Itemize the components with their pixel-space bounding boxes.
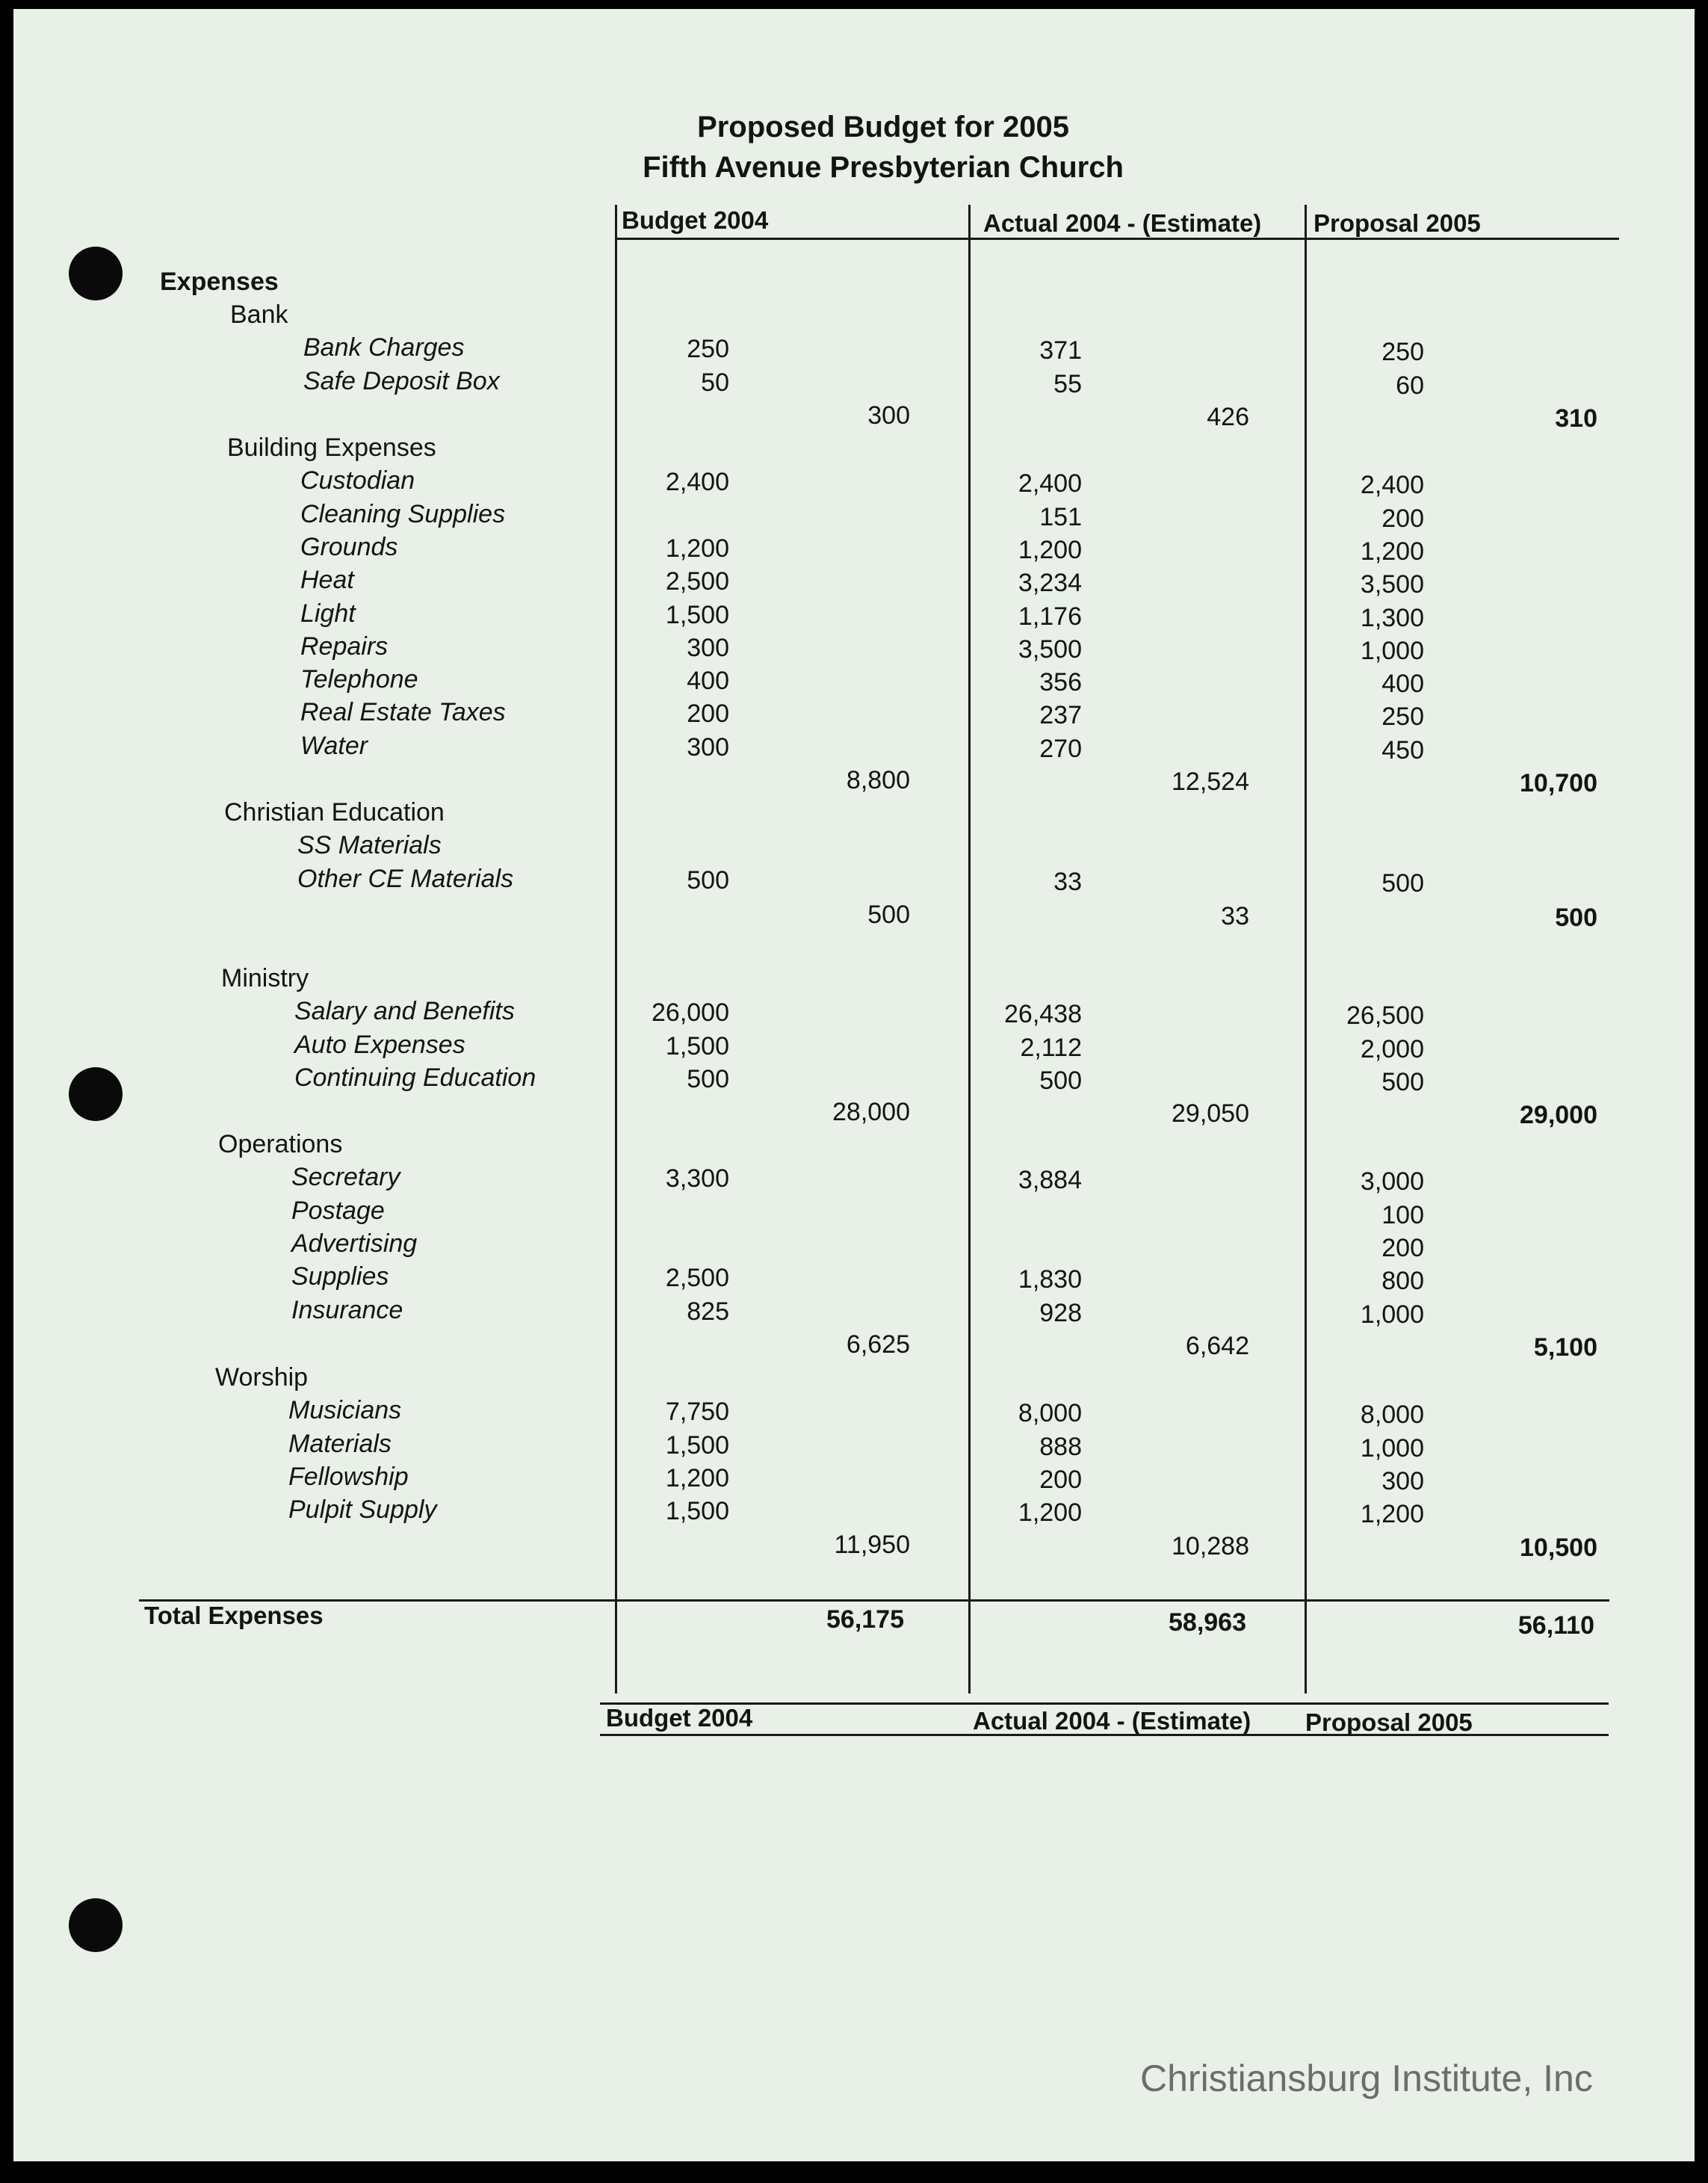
budget-2004-value: 400 [687, 667, 729, 696]
proposal-2005-value: 800 [1381, 1267, 1424, 1296]
line-item-label: Advertising [291, 1229, 418, 1258]
line-item-label: Water [300, 731, 368, 760]
line-item-label: Cleaning Supplies [300, 499, 506, 528]
budget-2004-value: 200 [687, 700, 729, 729]
actual-2004-value: 200 [1039, 1465, 1082, 1494]
line-item-label: Bank Charges [303, 333, 465, 362]
budget-2004-value: 1,200 [665, 534, 729, 563]
total-budget-2004: 56,175 [826, 1605, 904, 1634]
line-item-label: Continuing Education [294, 1063, 536, 1092]
budget-page [13, 9, 1695, 2161]
actual-2004-value: 8,000 [1018, 1399, 1082, 1428]
budget-2004-value: 2,400 [665, 468, 729, 497]
proposal-2005-value: 1,200 [1360, 537, 1424, 566]
actual-2004-value: 2,400 [1018, 469, 1082, 498]
subtotal-budget-2004: 500 [867, 900, 910, 929]
section-heading: Operations [218, 1130, 343, 1158]
section-heading: Bank [230, 300, 288, 329]
footer-header-proposal-2005: Proposal 2005 [1305, 1708, 1473, 1736]
proposal-2005-value: 1,000 [1360, 1300, 1424, 1329]
subtotal-budget-2004: 300 [867, 401, 910, 430]
proposal-2005-value: 500 [1381, 1067, 1424, 1096]
subtotal-actual-2004: 10,288 [1172, 1531, 1249, 1560]
subtotal-proposal-2005: 10,500 [1520, 1533, 1597, 1562]
subtotal-proposal-2005: 29,000 [1520, 1101, 1597, 1130]
line-item-label: Repairs [300, 632, 389, 661]
line-item-label: Salary and Benefits [294, 997, 515, 1026]
line-item-label: SS Materials [297, 831, 442, 860]
subtotal-actual-2004: 426 [1207, 402, 1249, 431]
subtotal-budget-2004: 8,800 [846, 766, 910, 794]
total-expenses-label: Total Expenses [144, 1602, 324, 1629]
subtotal-budget-2004: 11,950 [834, 1530, 910, 1559]
budget-2004-value: 500 [687, 865, 729, 895]
section-heading: Worship [215, 1363, 309, 1392]
total-rule [139, 1599, 1609, 1602]
line-item-label: Telephone [300, 665, 418, 694]
budget-2004-value: 250 [687, 335, 729, 364]
line-item-label: Real Estate Taxes [300, 698, 506, 727]
budget-2004-value: 2,500 [665, 1264, 729, 1293]
proposal-2005-value: 1,000 [1360, 1433, 1424, 1463]
line-item-label: Supplies [291, 1262, 389, 1291]
actual-2004-value: 3,234 [1018, 569, 1082, 598]
actual-2004-value: 33 [1053, 867, 1082, 896]
line-item-label: Pulpit Supply [288, 1495, 437, 1525]
proposal-2005-value: 2,400 [1360, 471, 1424, 500]
subtotal-actual-2004: 29,050 [1172, 1099, 1249, 1128]
subtotal-proposal-2005: 5,100 [1533, 1333, 1597, 1362]
proposal-2005-value: 450 [1381, 735, 1424, 765]
column-header-proposal-2005: Proposal 2005 [1314, 209, 1481, 237]
actual-2004-value: 1,200 [1018, 535, 1082, 564]
actual-2004-value: 151 [1039, 502, 1082, 531]
line-item-label: Heat [300, 566, 354, 595]
budget-2004-value: 300 [687, 732, 729, 762]
line-item-label: Insurance [291, 1295, 403, 1324]
proposal-2005-value: 500 [1381, 868, 1424, 898]
total-proposal-2005: 56,110 [1517, 1611, 1594, 1640]
budget-2004-value: 1,200 [665, 1463, 729, 1492]
actual-2004-value: 356 [1039, 668, 1082, 697]
actual-2004-value: 1,200 [1018, 1498, 1082, 1528]
line-item-label: Secretary [291, 1163, 400, 1192]
actual-2004-value: 500 [1039, 1066, 1082, 1095]
actual-2004-value: 26,438 [1004, 1000, 1082, 1029]
line-item-label: Musicians [288, 1396, 402, 1425]
proposal-2005-value: 100 [1381, 1200, 1424, 1229]
section-heading: Christian Education [224, 798, 445, 827]
line-item-label: Fellowship [288, 1462, 409, 1491]
proposal-2005-value: 26,500 [1346, 1001, 1424, 1031]
actual-2004-value: 1,176 [1018, 602, 1082, 631]
budget-2004-value: 825 [687, 1297, 729, 1326]
line-item-label: Auto Expenses [294, 1030, 465, 1059]
total-actual-2004: 58,963 [1169, 1608, 1246, 1637]
budget-2004-value: 300 [687, 633, 729, 662]
subtotal-actual-2004: 33 [1221, 901, 1249, 930]
footer-header-budget-2004: Budget 2004 [606, 1704, 753, 1732]
binder-hole [69, 247, 123, 300]
actual-2004-value: 888 [1039, 1432, 1082, 1461]
proposal-2005-value: 300 [1381, 1466, 1424, 1495]
footer-header-actual-2004: Actual 2004 - (Estimate) [973, 1707, 1251, 1735]
proposal-2005-value: 8,000 [1360, 1401, 1424, 1430]
proposal-2005-value: 1,300 [1360, 603, 1424, 632]
actual-2004-value: 55 [1053, 369, 1082, 398]
expenses-heading: Expenses [160, 268, 279, 296]
budget-2004-value: 1,500 [665, 1031, 729, 1060]
subtotal-proposal-2005: 310 [1555, 404, 1597, 433]
line-item-label: Grounds [300, 532, 398, 561]
budget-2004-value: 1,500 [665, 600, 729, 629]
document-subtitle: Fifth Avenue Presbyterian Church [643, 151, 1124, 184]
budget-2004-value: 1,500 [665, 1430, 729, 1460]
proposal-2005-value: 2,000 [1360, 1034, 1424, 1063]
subtotal-budget-2004: 28,000 [832, 1098, 910, 1127]
budget-2004-value: 50 [701, 368, 729, 397]
proposal-2005-value: 250 [1381, 338, 1424, 367]
proposal-2005-value: 3,000 [1360, 1167, 1424, 1197]
actual-2004-value: 371 [1039, 336, 1082, 365]
budget-2004-value: 2,500 [665, 567, 729, 596]
budget-2004-value: 26,000 [652, 998, 729, 1028]
binder-hole [69, 1898, 123, 1952]
budget-2004-value: 1,500 [665, 1497, 729, 1526]
subtotal-actual-2004: 12,524 [1172, 768, 1249, 796]
actual-2004-value: 270 [1039, 734, 1082, 763]
actual-2004-value: 1,830 [1018, 1265, 1082, 1294]
subtotal-actual-2004: 6,642 [1185, 1331, 1249, 1360]
budget-2004-value: 500 [687, 1064, 729, 1093]
line-item-label: Custodian [300, 466, 415, 495]
line-item-label: Safe Deposit Box [303, 366, 500, 395]
actual-2004-value: 3,500 [1018, 634, 1082, 664]
actual-2004-value: 237 [1039, 701, 1082, 730]
budget-2004-value: 7,750 [665, 1398, 729, 1427]
proposal-2005-value: 1,000 [1360, 636, 1424, 665]
proposal-2005-value: 3,500 [1360, 570, 1424, 599]
archive-watermark: Christiansburg Institute, Inc [1140, 2057, 1593, 2099]
binder-hole [69, 1067, 123, 1121]
subtotal-budget-2004: 6,625 [846, 1330, 910, 1359]
proposal-2005-value: 200 [1381, 504, 1424, 533]
line-item-label: Materials [288, 1429, 392, 1458]
document-title: Proposed Budget for 2005 [697, 111, 1069, 143]
actual-2004-value: 3,884 [1018, 1166, 1082, 1195]
actual-2004-value: 928 [1039, 1298, 1082, 1327]
proposal-2005-value: 60 [1396, 371, 1424, 400]
proposal-2005-value: 200 [1381, 1233, 1424, 1262]
section-heading: Building Expenses [227, 433, 436, 462]
budget-2004-value: 3,300 [665, 1164, 729, 1194]
line-item-label: Postage [291, 1196, 385, 1225]
subtotal-proposal-2005: 10,700 [1520, 769, 1597, 797]
line-item-label: Light [300, 599, 356, 628]
subtotal-proposal-2005: 500 [1555, 903, 1597, 932]
section-heading: Ministry [221, 964, 309, 992]
proposal-2005-value: 1,200 [1360, 1500, 1424, 1529]
header-rule [616, 238, 1619, 240]
actual-2004-value: 2,112 [1020, 1033, 1082, 1062]
line-item-label: Other CE Materials [297, 864, 514, 893]
proposal-2005-value: 400 [1381, 670, 1424, 699]
column-header-actual-2004: Actual 2004 - (Estimate) [983, 209, 1262, 237]
proposal-2005-value: 250 [1381, 703, 1424, 732]
column-header-budget-2004: Budget 2004 [622, 206, 769, 234]
